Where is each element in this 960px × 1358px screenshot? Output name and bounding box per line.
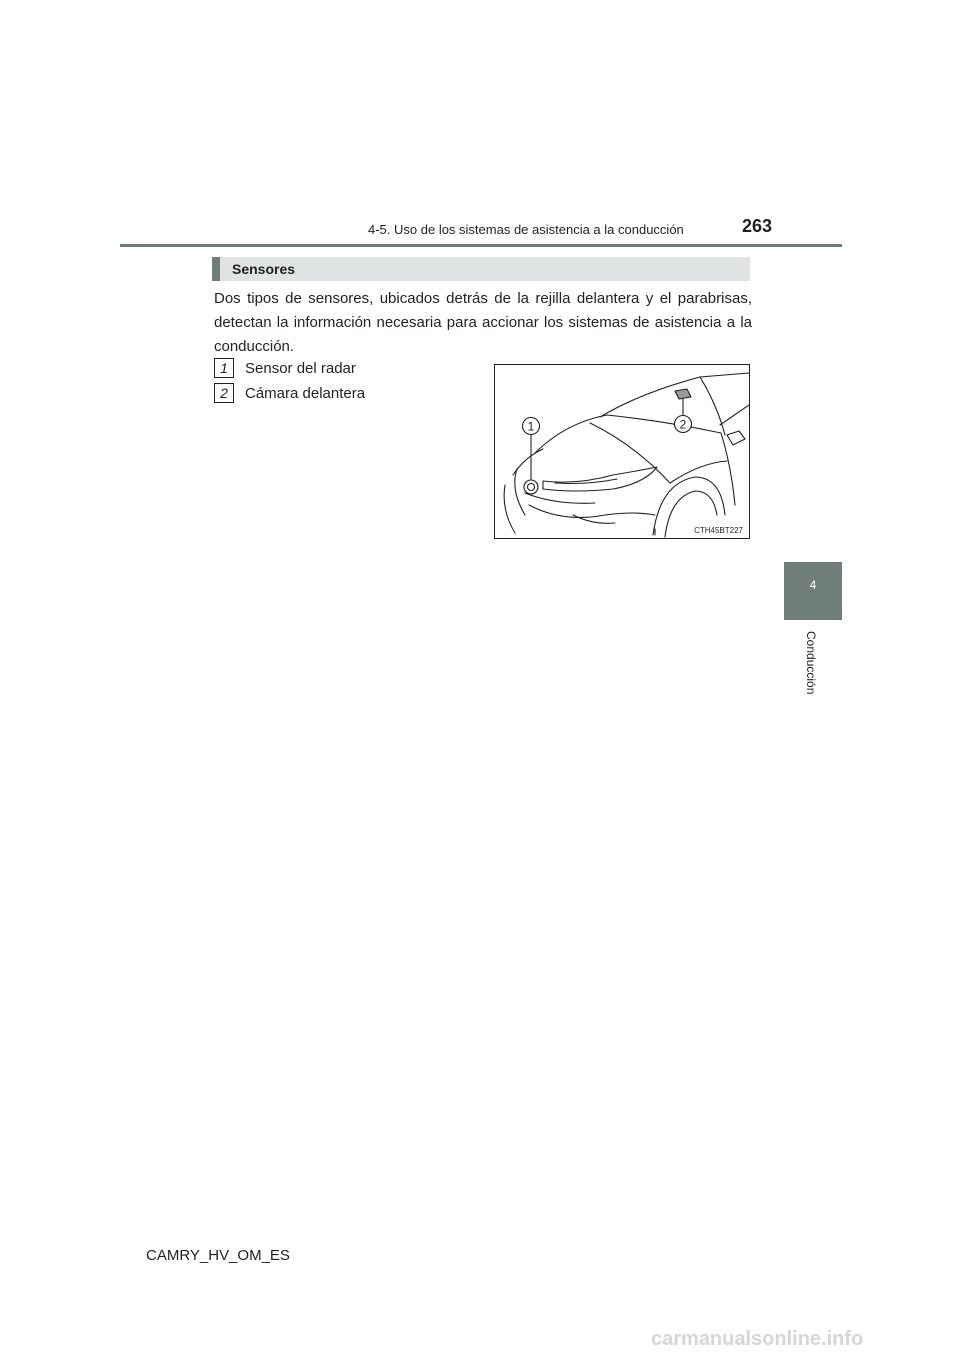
- section-heading: Sensores: [232, 261, 296, 277]
- list-item: [214, 357, 356, 379]
- callout-1-label: 1: [527, 419, 535, 434]
- car-front-drawing: [495, 365, 749, 538]
- car-sensor-illustration: [494, 364, 750, 539]
- watermark-text: carmanualsonline.info: [651, 1328, 864, 1350]
- section-paragraph: Dos tipos de sensores, ubicados detrás de la rejilla delantera y el parabrisas, detectan la información necesaria para accionar los sistemas de asistencia a la conducción.: [214, 290, 752, 355]
- running-header-title: 4-5. Uso de los sistemas de asistencia a la conducción: [368, 222, 684, 237]
- list-item: [214, 382, 365, 404]
- figure-code: CTH45BT227: [694, 526, 743, 535]
- chapter-tab: [784, 562, 842, 620]
- document-code: CAMRY_HV_OM_ES: [146, 1247, 290, 1264]
- item-number-badge: 2: [214, 383, 234, 403]
- header-divider: [120, 244, 842, 247]
- section-heading-bar: [212, 257, 750, 281]
- item-label: Sensor del radar: [245, 359, 356, 377]
- chapter-number: 4: [809, 578, 817, 592]
- page-number: 263: [742, 216, 773, 236]
- item-label: Cámara delantera: [245, 384, 366, 402]
- chapter-label: Conducción: [804, 631, 818, 695]
- callout-2-label: 2: [679, 417, 687, 432]
- item-number-badge: 1: [214, 358, 234, 378]
